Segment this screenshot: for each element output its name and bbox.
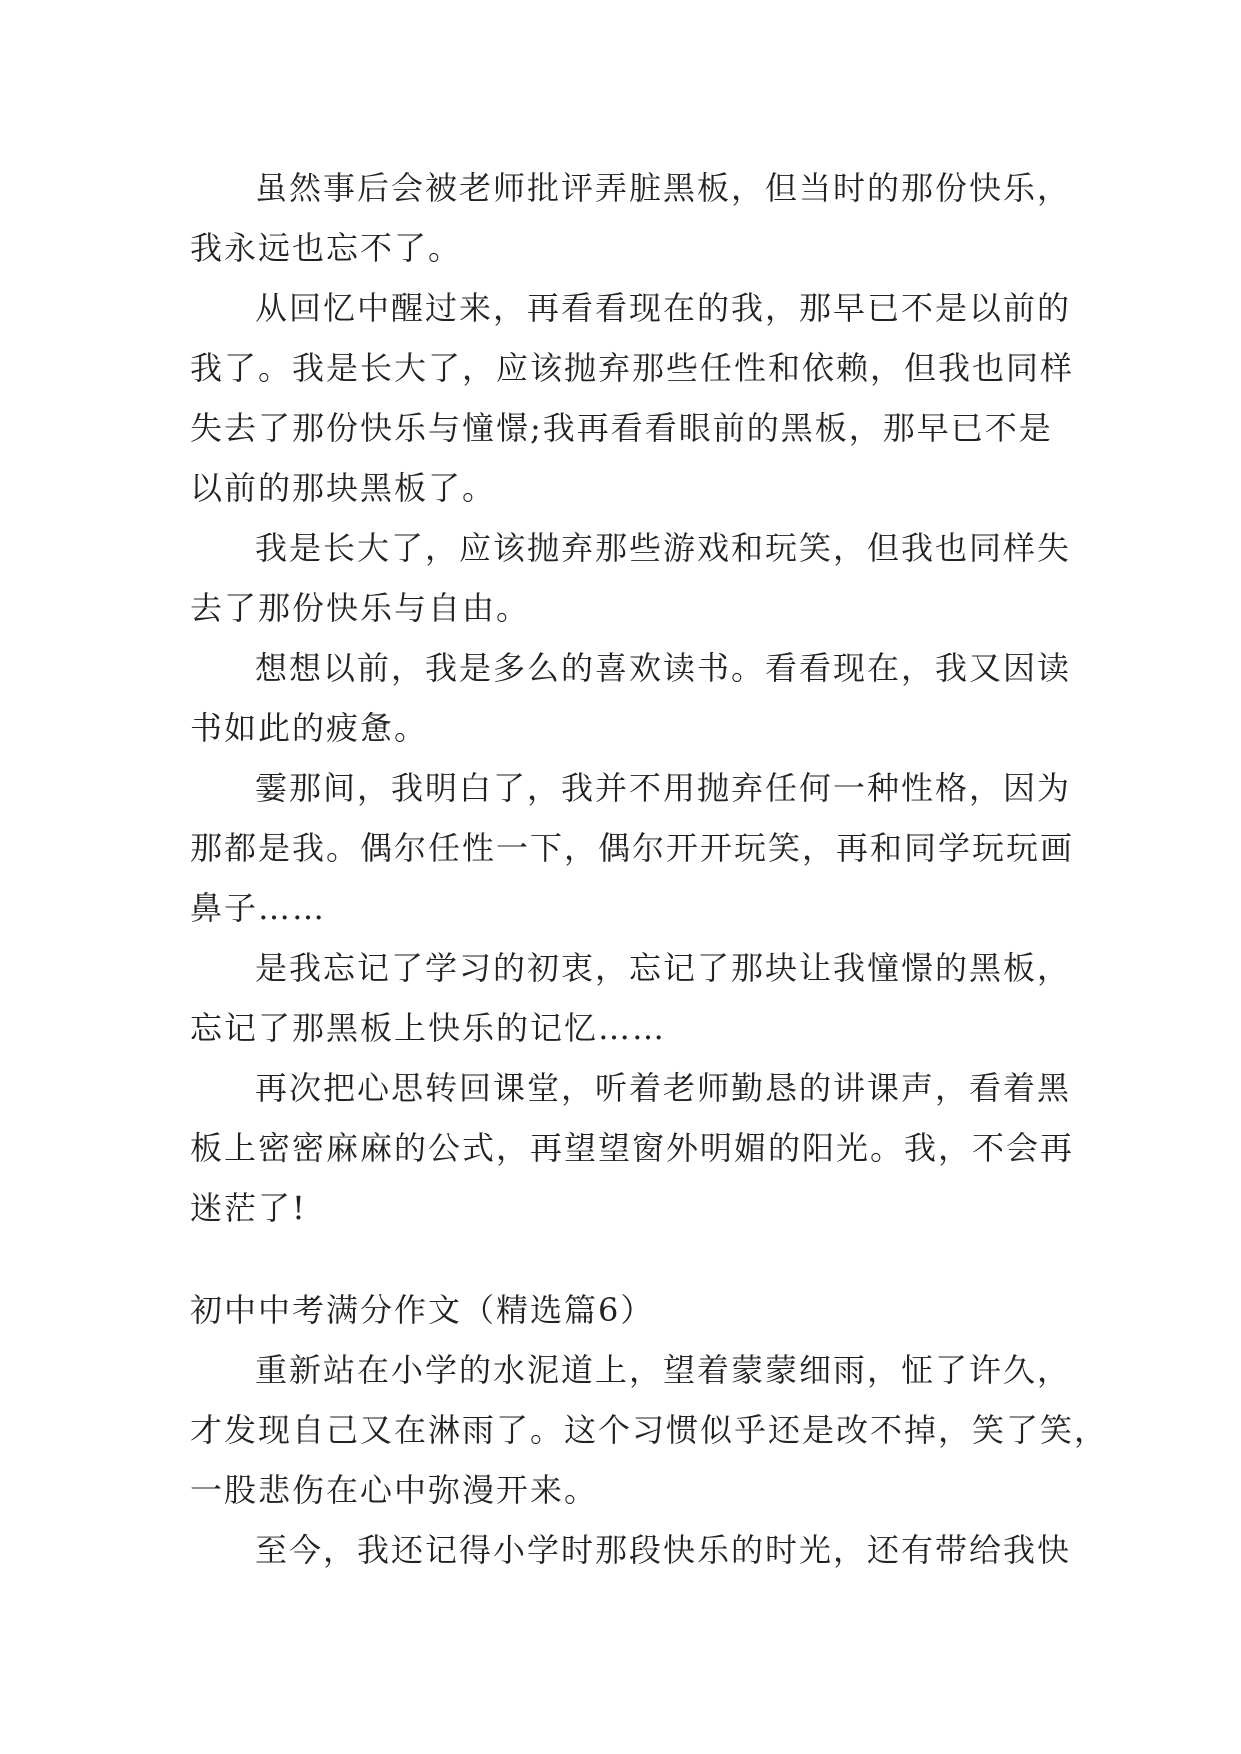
text-line: 从回忆中醒过来，再看看现在的我，那早已不是以前的 [255, 289, 1072, 327]
text-line: 才发现自己又在淋雨了。这个习惯似乎还是改不掉，笑了笑， [190, 1411, 1109, 1449]
text-line: 想想以前，我是多么的喜欢读书。看看现在，我又因读 [255, 649, 1072, 687]
text-line: 虽然事后会被老师批评弄脏黑板，但当时的那份快乐， [255, 169, 1072, 207]
text-line: 是我忘记了学习的初衷，忘记了那块让我憧憬的黑板， [255, 949, 1072, 987]
text-line: 我永远也忘不了。 [190, 229, 463, 267]
text-line: 以前的那块黑板了。 [190, 469, 497, 507]
text-line: 书如此的疲惫。 [190, 709, 429, 747]
text-line: 至今，我还记得小学时那段快乐的时光，还有带给我快 [255, 1531, 1072, 1569]
text-line: 鼻子…… [190, 889, 327, 927]
text-line: 一股悲伤在心中弥漫开来。 [190, 1471, 599, 1509]
text-line: 我了。我是长大了，应该抛弃那些任性和依赖，但我也同样 [190, 349, 1075, 387]
text-line: 板上密密麻麻的公式，再望望窗外明媚的阳光。我，不会再 [190, 1129, 1075, 1167]
text-line: 再次把心思转回课堂，听着老师勤恳的讲课声，看着黑 [255, 1069, 1072, 1107]
text-line: 失去了那份快乐与憧憬;我再看看眼前的黑板，那早已不是 [190, 409, 1053, 447]
text-line: 忘记了那黑板上快乐的记忆…… [190, 1009, 667, 1047]
text-line: 迷茫了! [190, 1189, 307, 1227]
text-line: 重新站在小学的水泥道上，望着蒙蒙细雨，怔了许久， [255, 1351, 1072, 1389]
text-line: 霎那间，我明白了，我并不用抛弃任何一种性格，因为 [255, 769, 1072, 807]
text-line: 去了那份快乐与自由。 [190, 589, 531, 627]
text-line: 我是长大了，应该抛弃那些游戏和玩笑，但我也同样失 [255, 529, 1072, 567]
text-line: 那都是我。偶尔任性一下，偶尔开开玩笑，再和同学玩玩画 [190, 829, 1075, 867]
section-heading: 初中中考满分作文（精选篇6） [190, 1291, 655, 1329]
